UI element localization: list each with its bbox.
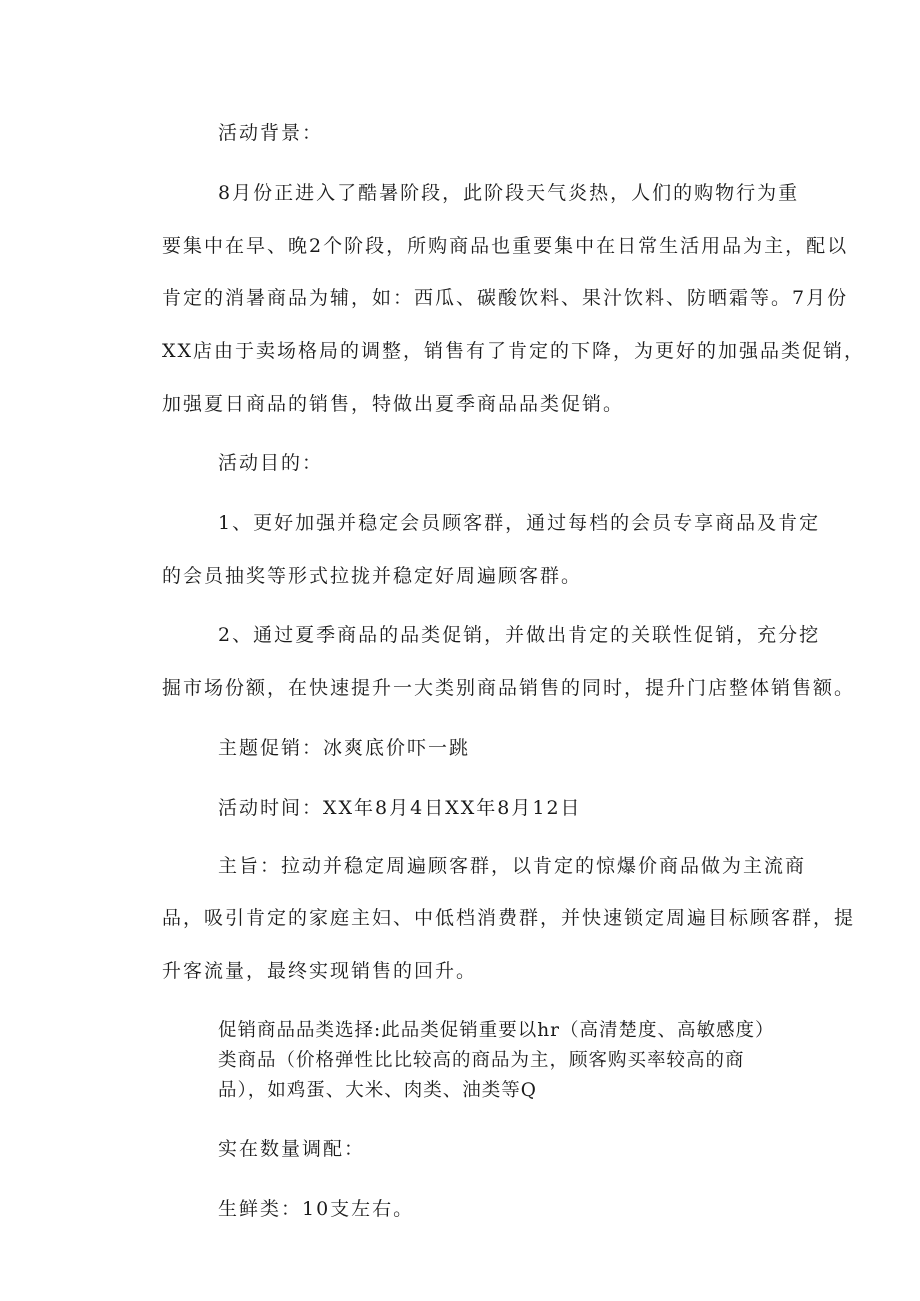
objective-2-line-2: 掘市场份额，在快速提升一大类别商品销售的同时，提升门店整体销售额。 (162, 677, 856, 699)
objective-1-line-2: 的会员抽奖等形式拉拢并稳定好周遍顾客群。 (162, 565, 583, 587)
background-line-2: 要集中在早、晚2个阶段，所购商品也重要集中在日常生活用品为主，配以 (162, 235, 849, 257)
theme-line: 主题促销：冰爽底价吓一跳 (218, 737, 471, 759)
purpose-line-1: 主旨：拉动并稳定周遍顾客群，以肯定的惊爆价商品做为主流商 (218, 855, 807, 877)
time-line: 活动时间：XX年8月4日XX年8月12日 (218, 797, 582, 819)
purpose-line-2: 品，吸引肯定的家庭主妇、中低档消费群，并快速锁定周遍目标顾客群，提 (162, 907, 856, 929)
objective-1-line-1: 1、更好加强并稳定会员顾客群，通过每档的会员专享商品及肯定 (218, 512, 821, 534)
selection-line-2: 类商品（价格弹性比比较高的商品为主，顾客购买率较高的商 (218, 1050, 745, 1071)
background-line-4: XX店由于卖场格局的调整，销售有了肯定的下降，为更好的加强品类促销， (162, 340, 866, 362)
background-line-1: 8月份正进入了酷暑阶段，此阶段天气炎热，人们的购物行为重 (218, 182, 800, 204)
objective-2-line-1: 2、通过夏季商品的品类促销，并做出肯定的关联性促销，充分挖 (218, 624, 821, 646)
quantity-heading: 实在数量调配： (218, 1138, 366, 1160)
fresh-line: 生鲜类：10支左右。 (218, 1198, 415, 1220)
background-line-5: 加强夏日商品的销售，特做出夏季商品品类促销。 (162, 393, 625, 415)
purpose-line-3: 升客流量，最终实现销售的回升。 (162, 960, 478, 982)
selection-line-3: 品），如鸡蛋、大米、肉类、油类等Q (218, 1080, 537, 1101)
background-heading: 活动背景： (218, 122, 324, 144)
background-line-3: 肯定的消暑商品为辅，如：西瓜、碳酸饮料、果汁饮料、防晒霜等。7月份 (162, 287, 849, 309)
selection-line-1: 促销商品品类选择:此品类促销重要以hr（高清楚度、高敏感度） (218, 1020, 775, 1041)
objective-heading: 活动目的： (218, 452, 324, 474)
